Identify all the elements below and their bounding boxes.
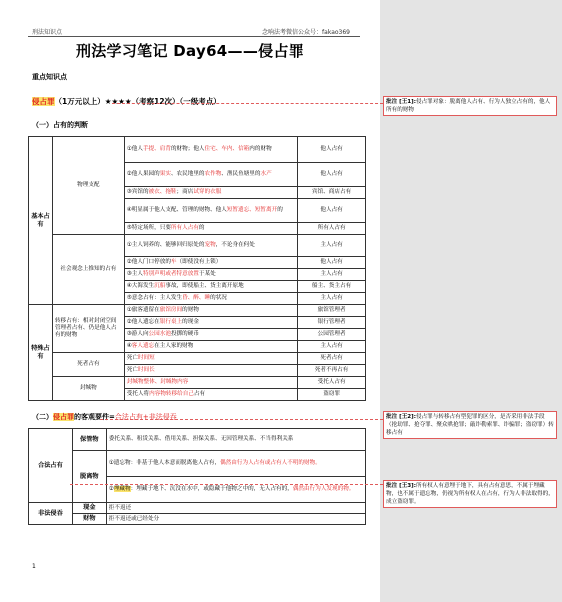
header-rule (28, 36, 360, 37)
row-result: 公园管理者 (298, 329, 366, 341)
subsection-objective: （二）侵占罪的客观要件=合法占有+非法侵吞 (32, 413, 177, 421)
row-desc: ③游人向公园水池投掷的硬币 (124, 329, 297, 341)
page-number: 1 (32, 563, 36, 570)
row-desc: ①主人饲养的、能够回归原处的宠物，不论身在何处 (124, 235, 297, 257)
cash-label: 现金 (72, 503, 106, 514)
row-desc: ③宾馆的被衣、拖鞋；商店试穿的衣服 (124, 187, 297, 199)
row-result: 他人占有 (298, 137, 366, 163)
row-desc: ⑤意念占有：主人发生昏、醉、睡的状况 (124, 293, 297, 305)
comment-leader-2 (100, 419, 383, 420)
row-result: 主人占有 (298, 341, 366, 353)
row-desc: ②他人遗忘在银行桌上的现金 (124, 317, 297, 329)
row-desc: ②他人门口停放的车（即使没有上锁） (124, 257, 297, 269)
kept-text: 委托关系、租赁关系、借用关系、担保关系、无因管理关系、不当得利关系 (106, 429, 365, 451)
section-key-points: 重点知识点 (32, 73, 67, 81)
kept-label: 保管物 (72, 429, 106, 451)
row-desc: ②他人果园的果实、农民地里的农作物、渔民鱼塘里的水产 (124, 163, 297, 187)
sub-physical: 物理支配 (52, 137, 124, 235)
row-desc: 死亡时间短 (124, 353, 297, 365)
sub-social: 社会观念上推知的占有 (52, 235, 124, 305)
sub-dead: 死者占有 (52, 353, 124, 377)
row-result: 船主、货主占有 (298, 281, 366, 293)
row-desc: ④大海发生沉船事故，即使船主、货主离开原地 (124, 281, 297, 293)
comment-3[interactable]: 批注 [王3]:所有权人有意埋于地下，具有占有意思，不属于埋藏物，也不属于遗忘物，仍视为所有权人在占有，行为人非法取得的，成立盗窃罪。 (383, 480, 557, 508)
row-result: 旅馆管理者 (298, 305, 366, 317)
comment-leader-3 (70, 484, 383, 485)
row-desc: ⑤特定场所，只要所有人占有的 (124, 223, 297, 235)
detached-label: 脱离物 (72, 451, 106, 503)
property-text: 拒不返还或已经处分 (106, 514, 365, 525)
comment-1[interactable]: 批注 [王1]:侵占罪对象：脱离他人占有、行为人独立占有的，他人所有的财物 (383, 96, 557, 116)
row-result: 主人占有 (298, 235, 366, 257)
row-result: 他人占有 (298, 163, 366, 187)
row-result: 死者不再占有 (298, 365, 366, 377)
sub2-formula: 合法占有+非法侵吞 (114, 413, 177, 421)
cat-legal: 合法占有 (29, 429, 73, 503)
row-desc: ③主人特别声明或者特意放置于某处 (124, 269, 297, 281)
row-desc: ①他人手提、肩背的财物；他人住宅、车内、信箱内的财物 (124, 137, 297, 163)
sub-sealed: 封缄物 (52, 377, 124, 401)
sub2-crime-name: 侵占罪 (53, 413, 74, 421)
row-result: 死者占有 (298, 353, 366, 365)
crime-rest: （1万元以上）★★★★（考察12次）（一级考点） (54, 97, 221, 106)
row-result: 所有人占有 (298, 223, 366, 235)
row-desc: ①旅客遗留在旅馆房间的财物 (124, 305, 297, 317)
property-label: 财物 (72, 514, 106, 525)
row-result: 受托人占有 (298, 377, 366, 389)
buried-text: ②埋藏物：埋藏于地下、沉没在水中，或隐藏于他物之中的，无人占有的，偶然由行为人发现的物。 (106, 477, 365, 503)
row-result: 盗窃罪 (298, 389, 366, 401)
row-desc: 受托人将内容物转移给自己占有 (124, 389, 297, 401)
row-desc: 封缄物整体、封缄物内容 (124, 377, 297, 389)
row-result: 主人占有 (298, 293, 366, 305)
cat-illegal: 非法侵吞 (29, 503, 73, 525)
possession-table (28, 136, 366, 401)
row-desc: ④客人遗忘在主人家的财物 (124, 341, 297, 353)
lost-text: ①遗忘物：非基于他人本意而脱离他人占有，偶然由行为人占有或占有人不明的财物。 (106, 451, 365, 477)
header-right: 念响法考微信公众号：fakao369 (262, 29, 350, 36)
cash-text: 拒不返还 (106, 503, 365, 514)
row-desc: 死亡时间长 (124, 365, 297, 377)
row-result: 主人占有 (298, 269, 366, 281)
row-desc: ④明显属于他人支配、管理的财物、他人短暂遗忘、短暂离开的 (124, 199, 297, 223)
row-result: 宾馆、商店占有 (298, 187, 366, 199)
subsection-possession: （一）占有的判断 (32, 121, 88, 129)
page-title: 刑法学习笔记 Day64——侵占罪 (75, 42, 305, 60)
row-result: 银行管理者 (298, 317, 366, 329)
comment-leader-1 (112, 103, 383, 104)
row-result: 他人占有 (298, 257, 366, 269)
comment-margin (380, 0, 562, 602)
elements-table (28, 428, 366, 525)
cat-special: 特殊占有 (29, 305, 53, 401)
cat-basic: 基本占有 (29, 137, 53, 305)
crime-line (32, 96, 221, 107)
crime-name: 侵占罪 (32, 97, 55, 106)
sub-transfer: 转移占有：相对封闭空间管理者占有、仍是他人占有的财物 (52, 305, 124, 353)
header-left: 刑法知识点 (32, 29, 63, 36)
comment-2[interactable]: 批注 [王2]:侵占罪与转移占有型犯罪的区分，是否采用非法手段（抢劫罪、抢夺罪、聚众哄抢罪；敲诈勒索罪、诈骗罪；盗窃罪）转移占有 (383, 411, 557, 439)
row-result: 他人占有 (298, 199, 366, 223)
